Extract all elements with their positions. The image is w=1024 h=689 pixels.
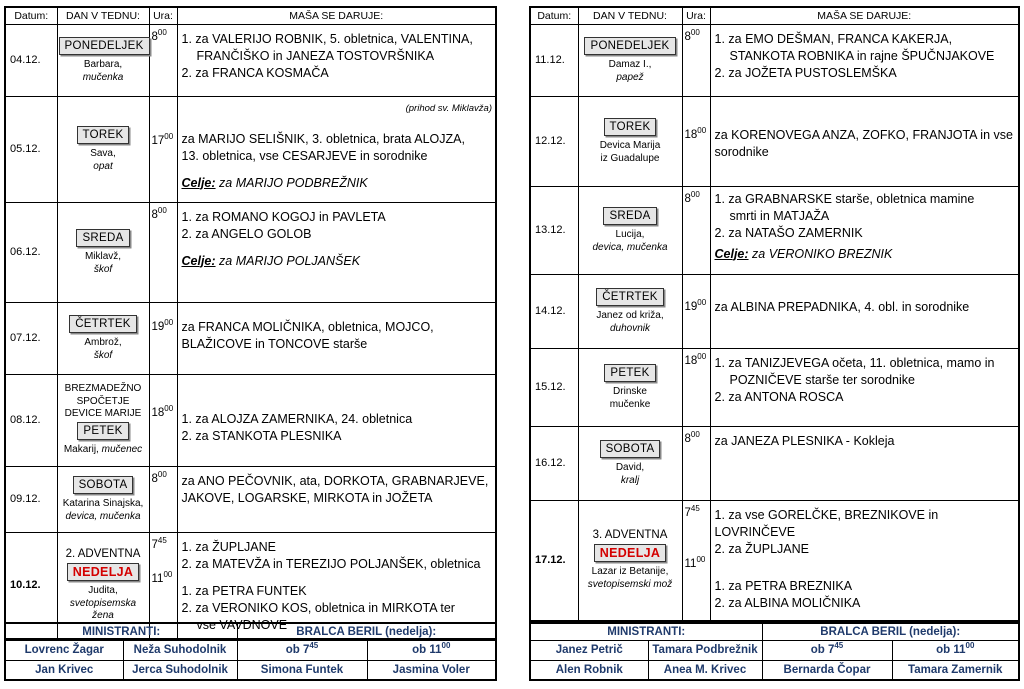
date-cell: 15.12. (530, 348, 578, 426)
day-label: SREDA (76, 229, 129, 248)
ministranti-label: MINISTRANTI: (530, 623, 762, 640)
date-cell: 07.12. (5, 302, 57, 374)
day-label: NEDELJA (67, 563, 139, 582)
reading-time: ob $7^{45}$ (237, 640, 367, 660)
date-cell: 17.12. (530, 500, 578, 621)
saint-title: devica, mučenka (65, 510, 141, 522)
header-day: DAN V TEDNU: (578, 7, 682, 24)
saint-name: Katarina Sinajska, (62, 498, 144, 510)
date-cell: 12.12. (530, 96, 578, 186)
day-label: SOBOTA (600, 440, 661, 459)
mass-intentions: (prihod sv. Miklavža) za MARIJO SELIŠNIK, 3. obletnica, brata ALOJZA, 13. obletnica, vse CESARJEVE in sorodnike Celje: za MARIJO PODBREŽNIK (177, 96, 496, 202)
day-label: PONEDELJEK (584, 37, 675, 56)
time-cell: $19^{00}$ (682, 274, 710, 348)
date-cell: 10.12. (5, 532, 57, 639)
day-row (530, 24, 1019, 96)
time-cell: $17^{00}$ (149, 96, 177, 202)
mass-intentions: 1. za VALERIJO ROBNIK, 5. obletnica, VALENTINA, FRANČIŠKO in JANEZA TOSTOVRŠNIKA 2. za FRANCA KOSMAČA (177, 24, 496, 96)
time-cell: $18^{00}$ (682, 96, 710, 186)
saint-name: Devica Marija (599, 140, 661, 152)
day-label: SOBOTA (73, 476, 134, 495)
saint-name: Judita, (88, 585, 118, 596)
day-row (5, 466, 496, 532)
reading-time: ob $7^{45}$ (762, 640, 892, 660)
saint-title: opat (93, 160, 113, 172)
mass-intentions: 1. za ALOJZA ZAMERNIKA, 24. obletnica 2. za STANKOTA PLESNIKA (177, 374, 496, 466)
day-label: PETEK (77, 422, 128, 441)
footer-right (529, 622, 1020, 681)
day-row (530, 186, 1019, 274)
saint-title: mučenke (609, 398, 651, 410)
time-cell: $8^{00}$ (149, 466, 177, 532)
saint-title: kralj (620, 474, 640, 486)
saint-name: Janez od križa, (596, 310, 664, 322)
header-mass: MAŠA SE DARUJE: (710, 7, 1019, 24)
reader-name: Tamara Zamernik (892, 660, 1019, 680)
mass-intentions: za FRANCA MOLIČNIKA, obletnica, MOJCO, BLAŽICOVE in TONCOVE starše (177, 302, 496, 374)
reader-name: Bernarda Čopar (762, 660, 892, 680)
mass-intentions: 1. za ROMANO KOGOJ in PAVLETA 2. za ANGELO GOLOB Celje: za MARIJO POLJANŠEK (177, 202, 496, 302)
day-label: TOREK (77, 126, 130, 145)
day-row: 08.12. BREZMADEŽNO SPOČETJE DEVICE MARIJE PETEK Makarij, mučenec $18^{00}$ 1. za ALOJZA ZAMERNIKA, 24. obletnica 2. za STANKOTA PLESNIKA (5, 374, 496, 466)
saint-title: duhovnik (609, 322, 651, 334)
mass-intentions: 1. za TANIZJEVEGA očeta, 11. obletnica, mamo in POZNIČEVE starše ter sorodnike 2. za ANTONA ROSCA (710, 348, 1019, 426)
header-date: Datum: (5, 7, 57, 24)
day-row (530, 348, 1019, 426)
time-cell: $8^{00}$ (149, 24, 177, 96)
reading-time: ob $11^{00}$ (367, 640, 496, 660)
schedule-table-left (4, 6, 497, 640)
schedule-table-right (529, 6, 1020, 622)
time-cell: $8^{00}$ (149, 202, 177, 302)
saint-name: Miklavž, (84, 251, 122, 263)
saint-name: Sava, (90, 148, 116, 160)
saint-name: Lazar iz Betanije, (591, 566, 669, 578)
bralca-label: BRALCA BERIL (nedelja): (762, 623, 1019, 640)
mass-intentions: za ALBINA PREPADNIKA, 4. obl. in sorodnike (710, 274, 1019, 348)
day-row (5, 302, 496, 374)
time-cell: $8^{00}$ (682, 24, 710, 96)
server-name: Neža Suhodolnik (123, 640, 237, 660)
time-cell: $8^{00}$ (682, 186, 710, 274)
date-cell: 11.12. (530, 24, 578, 96)
footer-left (4, 622, 497, 681)
saint-name: Drinske (613, 386, 647, 398)
saint-title: mučenka (82, 71, 124, 83)
date-cell: 04.12. (5, 24, 57, 96)
time-cell: $19^{00}$ (149, 302, 177, 374)
day-label: PETEK (604, 364, 655, 383)
header-row (5, 7, 496, 24)
day-label: PONEDELJEK (59, 37, 150, 56)
reader-name: Jasmina Voler (367, 660, 496, 680)
date-cell: 14.12. (530, 274, 578, 348)
header-day: DAN V TEDNU: (57, 7, 149, 24)
date-cell: 08.12. (5, 374, 57, 466)
day-row (5, 24, 496, 96)
server-name: Jan Krivec (5, 660, 123, 680)
date-cell: 13.12. (530, 186, 578, 274)
server-name: Jerca Suhodolnik (123, 660, 237, 680)
day-row (5, 96, 496, 202)
date-cell: 16.12. (530, 426, 578, 500)
mass-intentions: za KORENOVEGA ANZA, ZOFKO, FRANJOTA in vse sorodnike (710, 96, 1019, 186)
time-cell: $7^{45}$ $11^{00}$ (149, 532, 177, 639)
server-name: Alen Robnik (530, 660, 648, 680)
date-cell: 09.12. (5, 466, 57, 532)
bralca-label: BRALCA BERIL (nedelja): (237, 623, 496, 640)
ministranti-label: MINISTRANTI: (5, 623, 237, 640)
day-row (530, 96, 1019, 186)
time-cell: $8^{00}$ (682, 426, 710, 500)
mass-intentions: 1. za vse GORELČKE, BREZNIKOVE in LOVRINČEVE 2. za ŽUPLJANE 1. za PETRA BREZNIKA 2. za ALBINA MOLIČNIKA (710, 500, 1019, 621)
day-label: NEDELJA (594, 544, 666, 563)
mass-intentions: 1. za ŽUPLJANE 2. za MATEVŽA in TEREZIJO POLJANŠEK, obletnica 1. za PETRA FUNTEK 2. za VERONIKO KOS, obletnica in MIRKOTA ter vse VAVDNOVE (177, 532, 496, 639)
header-time: Ura: (682, 7, 710, 24)
time-cell: $18^{00}$ (682, 348, 710, 426)
saint-name: Ambrož, (84, 337, 122, 349)
server-name: Lovrenc Žagar (5, 640, 123, 660)
schedule-left (4, 6, 497, 640)
day-label: TOREK (604, 118, 657, 137)
saint-name: Barbara, (83, 59, 123, 71)
time-cell: $18^{00}$ (149, 374, 177, 466)
reading-time: ob $11^{00}$ (892, 640, 1019, 660)
day-row: 10.12. 2. ADVENTNA NEDELJA Judita, svetopisemska žena $7^{45}$ $11^{00}$ 1. za ŽUPLJANE 2. za MATEVŽA in TEREZIJO POLJANŠEK, obletnica 1. za PETRA FUNTEK 2. za VERONIKO KOS, obletnica in MIRKOTA ter vse VAVDNOVE (5, 532, 496, 639)
time-cell: $7^{45}$ $11^{00}$ (682, 500, 710, 621)
server-name: Janez Petrič (530, 640, 648, 660)
mass-intentions: za JANEZA PLESNIKA - Kokleja (710, 426, 1019, 500)
date-cell: 06.12. (5, 202, 57, 302)
day-label: ČETRTEK (596, 288, 664, 307)
saint-title: škof (93, 349, 113, 361)
server-name: Tamara Podbrežnik (648, 640, 762, 660)
day-row (5, 202, 496, 302)
saint-title: iz Guadalupe (600, 152, 660, 164)
day-row (530, 274, 1019, 348)
schedule-right (529, 6, 1020, 622)
saint-name: David, (615, 462, 645, 474)
header-mass: MAŠA SE DARUJE: (177, 7, 496, 24)
day-label: SREDA (603, 207, 656, 226)
mass-intentions: 1. za EMO DEŠMAN, FRANCA KAKERJA, STANKOTA ROBNIKA in rajne ŠPUČNJAKOVE 2. za JOŽETA PUSTOSLEMŠKA (710, 24, 1019, 96)
saint-title: papež (616, 71, 644, 83)
saint-title: devica, mučenka (592, 241, 668, 253)
reader-name: Simona Funtek (237, 660, 367, 680)
day-row (530, 426, 1019, 500)
saint-name: Lucija, (615, 229, 645, 241)
saint-title: mučenec (101, 444, 143, 456)
day-row: 17.12. 3. ADVENTNA NEDELJA Lazar iz Betanije, svetopisemski mož $7^{45}$ $11^{00}$ 1. za vse GORELČKE, BREZNIKOVE in LOVRINČEVE 2. za ŽUPLJANE 1. za PETRA BREZNIKA 2. za ALBINA MOLIČNIKA (530, 500, 1019, 621)
header-row (530, 7, 1019, 24)
mass-intentions: za ANO PEČOVNIK, ata, DORKOTA, GRABNARJEVE, JAKOVE, LOGARSKE, MIRKOTA in JOŽETA (177, 466, 496, 532)
saint-name: Damaz I., (608, 59, 652, 71)
day-label: ČETRTEK (69, 315, 137, 334)
date-cell: 05.12. (5, 96, 57, 202)
server-name: Anea M. Krivec (648, 660, 762, 680)
header-time: Ura: (149, 7, 177, 24)
saint-title: svetopisemski mož (587, 578, 673, 590)
saint-name: Makarij, (63, 444, 99, 456)
event-note: (prihod sv. Miklavža) (405, 102, 492, 114)
saint-title: škof (93, 263, 113, 275)
mass-intentions: 1. za GRABNARSKE starše, obletnica mamine smrti in MATJAŽA 2. za NATAŠO ZAMERNIK Celje: za VERONIKO BREZNIK (710, 186, 1019, 274)
header-date: Datum: (530, 7, 578, 24)
